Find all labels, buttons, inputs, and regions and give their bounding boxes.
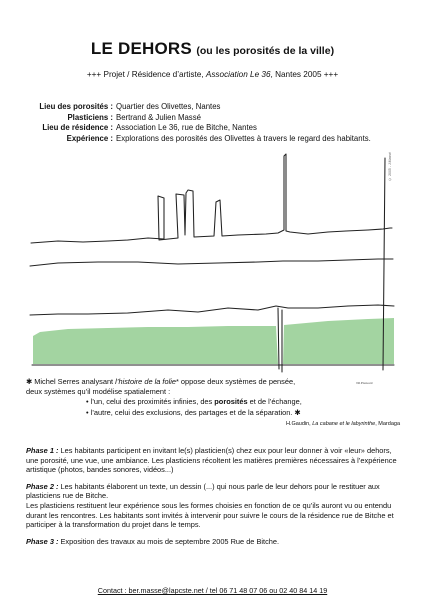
quote-text: ✱ Michel Serres analysant — [26, 377, 116, 386]
source-publisher: , Mardaga — [375, 420, 400, 427]
info-label: Lieu de résidence : — [42, 123, 113, 133]
phase-text-extra: Les plasticiens restituent leur expérience sous les formes choisies en fonction de ce qu’ils auront vu ou entendu durant les rencontres. Les habitants sont invités à intervenir pour suivre le cours de la résidence rue de Bitche et participer à la transformation du projet dans le temps. — [26, 500, 394, 530]
quote-line: deux systèmes qu’il modélise spatialement : — [26, 387, 171, 397]
green-ground — [33, 318, 394, 364]
phase-3 — [26, 537, 398, 547]
phases — [26, 446, 398, 553]
phase-text: Les habitants participent en invitant le(s) plasticien(s) chez eux pour leur donner à voir «leur» dehors, une porosité, une vue, une ambiance. Les plasticiens récoltent les matières premières nécessaires à l’expérience artistique (photos, bandes sonores, vidéos...) — [26, 446, 397, 475]
info-row — [20, 134, 371, 145]
contact-link[interactable]: Contact : ber.masse@lapcste.net / tel 06 71 48 07 06 ou 02 40 84 14 19 — [97, 586, 328, 595]
info-value: Bertrand & Julien Massé — [116, 112, 201, 122]
phase-2 — [26, 482, 398, 530]
info-label: Lieu des porosités : — [39, 102, 113, 111]
quote-emphasis: porosités — [214, 397, 248, 407]
quote-text: * oppose deux systèmes de pensée, — [175, 377, 296, 386]
info-value: Quartier des Olivettes, Nantes — [116, 102, 221, 111]
quote-book: l’histoire de la folie — [115, 377, 176, 386]
quote-source — [26, 419, 406, 429]
phase-text: Exposition des travaux au mois de septembre 2005 Rue de Bitche. — [58, 536, 280, 546]
quote-block — [26, 377, 406, 429]
skyline-drawing — [28, 150, 398, 380]
subtitle-association: Association Le 36 — [205, 70, 271, 79]
quote-text: • l’un, celui des proximités infinies, des — [86, 397, 215, 407]
subtitle-suffix: , Nantes 2005 +++ — [270, 70, 339, 79]
info-row — [20, 123, 371, 134]
project-info — [20, 102, 371, 144]
phase-1 — [26, 446, 398, 475]
phase-text: Les habitants élaborent un texte, un dessin (...) qui nous parle de leur dehors pour le restituer aux plasticiens rue de Bitche. — [26, 481, 380, 501]
phase-label: Phase 1 : — [26, 446, 59, 455]
info-label: Expérience : — [66, 133, 113, 143]
skyline-line — [31, 154, 392, 243]
title-sub: (ou les porosités de la ville) — [196, 45, 335, 57]
phase-label: Phase 2 : — [26, 481, 59, 491]
quote-line — [26, 377, 406, 387]
source-author: H.Gaudin, — [285, 420, 313, 427]
info-value: Explorations des porosités des Olivettes à travers le regard des habitants. — [116, 133, 371, 143]
drawing-signature: © 2005 - J.Massé — [388, 152, 392, 181]
fence-line — [30, 305, 394, 315]
subtitle — [0, 70, 425, 79]
info-row — [20, 102, 371, 113]
title-main: LE DEHORS — [90, 39, 192, 58]
phase-label: Phase 3 : — [26, 536, 59, 546]
central-pole — [278, 308, 279, 369]
info-row — [20, 113, 371, 124]
quote-item: • l’autre, celui des exclusions, des partages et de la séparation. ✱ — [86, 407, 301, 417]
subtitle-prefix: +++ Projet / Résidence d’artiste, — [86, 70, 206, 79]
drawing-caption: Vill.Piscuurd — [356, 381, 373, 385]
source-title: La cabane et le labyrinthe — [312, 420, 376, 427]
page-title — [0, 39, 425, 59]
info-value: Association Le 36, rue de Bitche, Nantes — [116, 123, 257, 133]
info-label: Plasticiens : — [67, 112, 113, 122]
quote-item — [26, 397, 406, 407]
quote-text: et de l’échange, — [247, 397, 302, 407]
horizon-line — [30, 259, 393, 266]
